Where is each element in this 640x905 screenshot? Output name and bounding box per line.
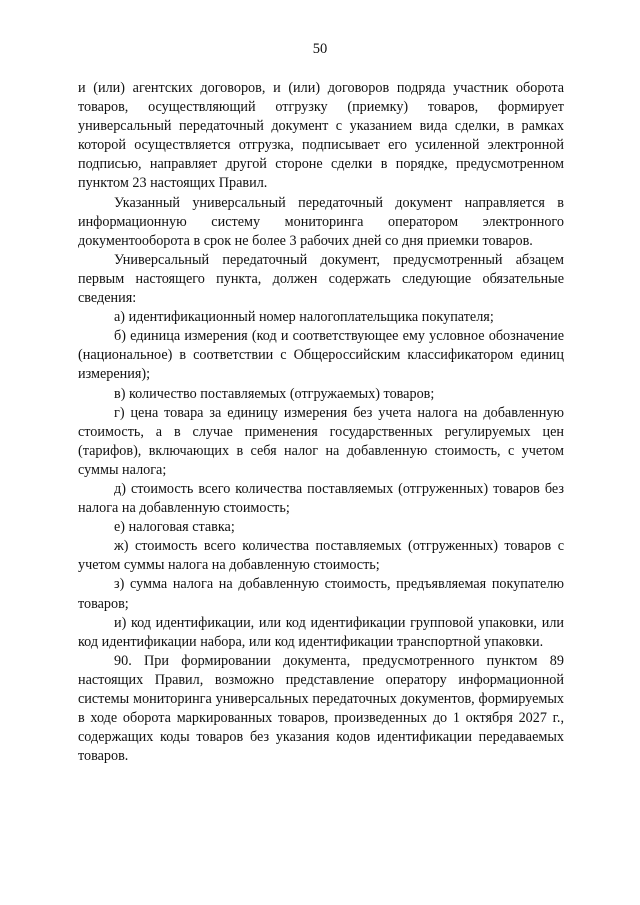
list-item-e: е) налоговая ставка;: [114, 519, 235, 536]
paragraph-required-details: Универсальный передаточный документ, предусмотренный абзацем первым настоящего пункта, должен содержать следующие обязательные сведения:: [78, 251, 564, 307]
paragraph-clause-90: 90. При формировании документа, предусмотренного пунктом 89 настоящих Правил, возможно представление оператору информационной системы мониторинга универсальных передаточных документов, формируемых в ходе оборота маркированных товаров, произведенных до 1 октября 2027 г., содержащих коды товаров без указания кодов идентификации передаваемых товаров.: [78, 652, 564, 765]
list-item-zh: ж) стоимость всего количества поставляемых (отгруженных) товаров с учетом суммы налога на добавленную стоимость;: [78, 538, 564, 574]
list-item-z: з) сумма налога на добавленную стоимость, предъявляемая покупателю товаров;: [78, 576, 564, 612]
paragraph-continuation: и (или) агентских договоров, и (или) договоров подряда участник оборота товаров, осуществляющий отгрузку (приемку) товаров, формирует универсальный передаточный документ с указанием вида сделки, в рамках которой осуществляется отгрузка, подписывает его усиленной электронной подписью, направляет другой стороне сделки в порядке, предусмотренном пунктом 23 настоящих Правил.: [78, 80, 564, 192]
list-item-a: а) идентификационный номер налогоплательщика покупателя;: [114, 309, 494, 326]
paragraph-upd-transmission: Указанный универсальный передаточный документ направляется в информационную систему мониторинга оператором электронного документооборота в срок не более 3 рабочих дней со дня приемки товаров.: [78, 194, 564, 249]
document-body: [78, 79, 564, 766]
list-item-v: в) количество поставляемых (отгружаемых) товаров;: [114, 385, 435, 402]
list-item-i: и) код идентификации, или код идентификации групповой упаковки, или код идентификации набора, или код идентификации транспортной упаковки.: [78, 614, 564, 650]
list-item-d: д) стоимость всего количества поставляемых (отгруженных) товаров без налога на добавленную стоимость;: [78, 480, 564, 517]
list-item-g: г) цена товара за единицу измерения без учета налога на добавленную стоимость, а в случае применения государственных регулируемых цен (тарифов), включающих в себя налог на добавленную стоимость, с учетом суммы налога;: [78, 404, 564, 478]
list-item-b: б) единица измерения (код и соответствующее ему условное обозначение (национальное) в соответствии с Общероссийским классификатором единиц измерения);: [78, 328, 564, 383]
page-number: 50: [312, 41, 328, 57]
